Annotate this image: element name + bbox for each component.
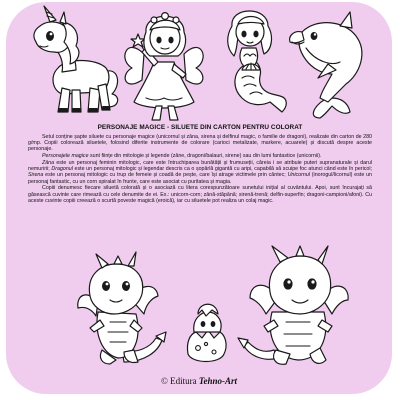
mermaid-figure <box>228 11 287 112</box>
italic-term: Dragonul <box>51 166 73 173</box>
dolphin-figure <box>290 12 362 118</box>
paragraph-characters-text: este un personaj mitologic cu trup de femeie și coadă de pește, care își atrage victimele prin cântec; <box>43 172 288 179</box>
unicorn-figure <box>34 6 118 112</box>
paragraph-characters-text: este un personaj feminin mitologic, care este întruchiparea bunătății și frumuseții, căreia i se atribuie puteri supranaturale și darul nemuririi; <box>28 160 372 173</box>
paragraph-definition-rest: sunt ființe din mitologie și legende (zâne, dragoni/balauri, sirene) sau din lumi fantastice (unicornii). <box>90 153 322 160</box>
italic-term: Sirena <box>28 172 44 179</box>
dragon-right-figure <box>238 246 348 364</box>
publisher-brand: Tehno-Art <box>198 376 238 386</box>
paragraph-intro: Setul conține șapte siluete cu personaje magice (unicornul și zâna, sirena și delfinul magic, o familie de dragoni), realizate din carton de 280 g/mp. Copiii colorează siluetele, folosind diferite instrumente de colorare (carioci metalizate, markere, acuarele) și discută despre aceste personaje. <box>28 134 372 153</box>
fairy-figure <box>125 13 203 120</box>
paragraph-characters-text: (inorogul/licornul) este un personaj fantastic, cu un corn spiralat în frunte, care este asociat cu puritatea și magia. <box>28 172 372 185</box>
paragraph-characters-text: este un personaj mitologic și legendar descris ca o șopârlă gigantă cu aripi, capabilă să scuipe foc atunci când este în pericol; <box>72 166 372 173</box>
term-personajele-magice: Personajele magice <box>42 153 89 160</box>
italic-term: Zâna <box>42 160 55 166</box>
paragraph-definition <box>28 153 372 159</box>
paragraph-characters <box>28 160 372 185</box>
copyright-symbol: © <box>160 376 168 386</box>
description-text-block <box>28 124 372 205</box>
hatching-egg-figure <box>187 304 226 361</box>
italic-term: Unicornul <box>287 172 310 179</box>
publisher-prefix: Editura <box>170 376 197 386</box>
document-title: PERSONAJE MAGICE - SILUETE DIN CARTON PENTRU COLORAT <box>97 124 303 131</box>
coloring-set-card <box>6 2 392 394</box>
publisher-footer <box>6 376 392 386</box>
dragon-left-figure <box>78 252 166 364</box>
paragraph-activity: Copiii denumesc fiecare siluetă colorată și o asociază cu litera corespunzătoare sunetului inițial al cuvântului. Apoi, sunt încurajați să găsească cuvinte care rimează cu cele denumite de ei. Ex.: unicorn-corn; zână-stăpână; sirenă-trenă; delfin-superfin; dragoni-campioni/afoni). Cu aceste cuvinte copiii creează o scurtă poveste magică (eroică), iar cu siluetele pot realiza un colaj magic. <box>28 185 372 204</box>
